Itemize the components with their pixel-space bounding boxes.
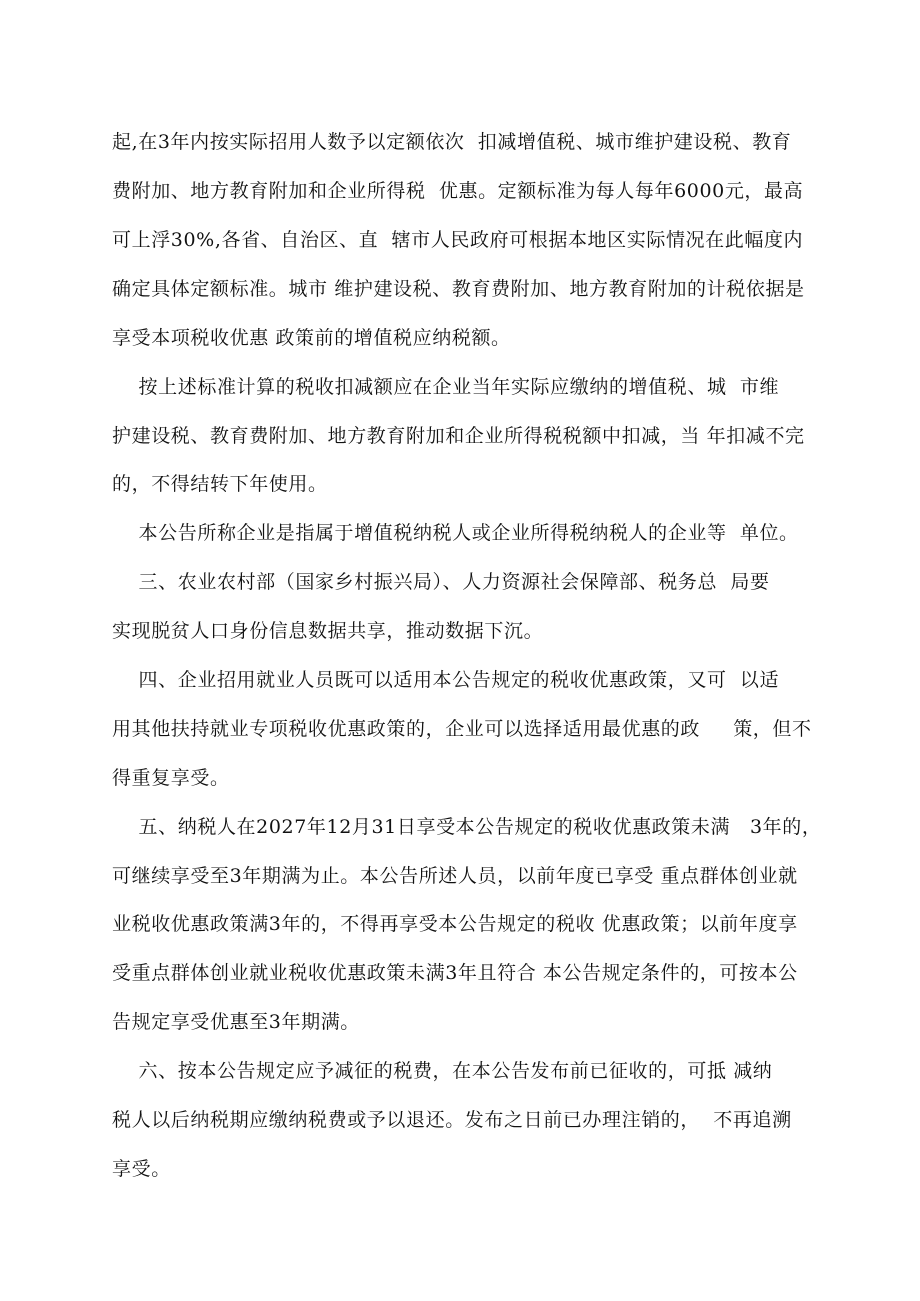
text-line: 受重点群体创业就业税收优惠政策未满3年且符合 本公告规定条件的，可按本公 (112, 962, 798, 984)
text-line: 五、纳税人在2027年12月31日享受本公告规定的税收优惠政策未满 3年的， (112, 816, 822, 838)
text-line: 费附加、地方教育附加和企业所得税 优惠。定额标准为每人每年6000元，最高 (112, 180, 804, 202)
text-line: 四、企业招用就业人员既可以适用本公告规定的税收优惠政策，又可 以适 (112, 669, 780, 691)
text-line: 享受。 (112, 1158, 171, 1180)
text-line: 业税收优惠政策满3年的，不得再享受本公告规定的税收 优惠政策；以前年度享 (112, 913, 798, 935)
text-line: 起,在3年内按实际招用人数予以定额依次 扣减增值税、城市维护建设税、教育 (112, 131, 792, 153)
text-line: 得重复享受。 (112, 767, 230, 789)
text-line: 实现脱贫人口身份信息数据共享，推动数据下沉。 (112, 620, 544, 642)
text-line: 告规定享受优惠至3年期满。 (112, 1011, 360, 1033)
text-line: 的，不得结转下年使用。 (112, 473, 328, 495)
text-line: 可继续享受至3年期满为止。本公告所述人员，以前年度已享受 重点群体创业就 (112, 865, 798, 887)
text-line: 税人以后纳税期应缴纳税费或予以退还。发布之日前已办理注销的， 不再追溯 (112, 1109, 792, 1131)
text-line: 三、农业农村部（国家乡村振兴局）、人力资源社会保障部、税务总 局要 (112, 571, 770, 593)
text-line: 可上浮30%,各省、自治区、直 辖市人民政府可根据本地区实际情况在此幅度内 (112, 229, 804, 251)
text-line: 本公告所称企业是指属于增值税纳税人或企业所得税纳税人的企业等 单位。 (112, 522, 799, 544)
text-line: 用其他扶持就业专项税收优惠政策的，企业可以选择适用最优惠的政 策，但不 (112, 718, 812, 740)
text-line: 护建设税、教育费附加、地方教育附加和企业所得税税额中扣减，当 年扣减不完 (112, 425, 805, 447)
text-line: 按上述标准计算的税收扣减额应在企业当年实际应缴纳的增值税、城 市维 (112, 376, 780, 398)
text-line: 享受本项税收优惠 政策前的增值税应纳税额。 (112, 327, 511, 349)
text-line: 确定具体定额标准。城市 维护建设税、教育费附加、地方教育附加的计税依据是 (112, 278, 805, 300)
text-line: 六、按本公告规定应予减征的税费，在本公告发布前已征收的，可抵 减纳 (112, 1060, 773, 1082)
